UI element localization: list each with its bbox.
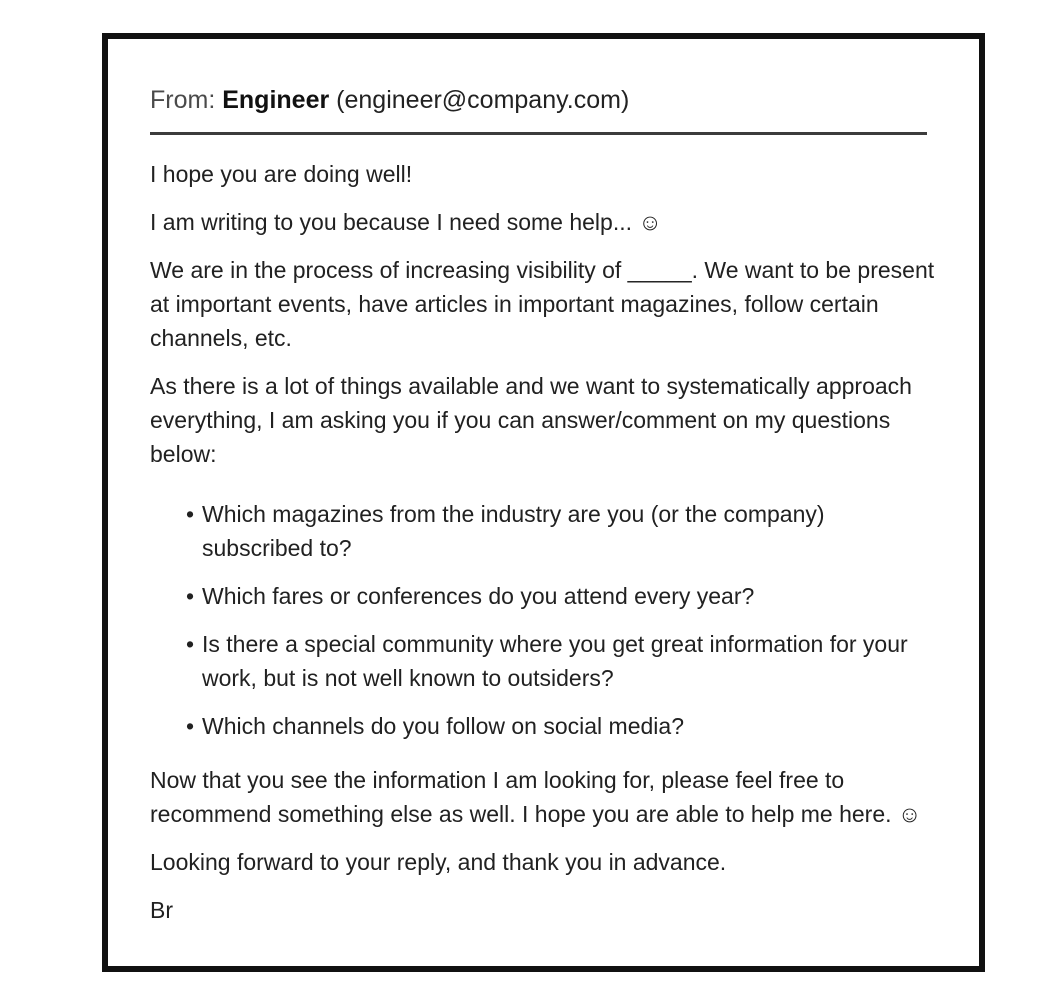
- header-divider: [150, 132, 927, 135]
- sender-email-address: (engineer@company.com): [336, 86, 630, 114]
- request-paragraph: As there is a lot of things available and we want to systematically approach everything, I am asking you if you can answer/comment on my questions below:: [150, 373, 925, 467]
- sender-name: Engineer: [222, 86, 330, 114]
- email-container: [102, 33, 985, 972]
- list-item: • Is there a special community where you get great information for your work, but is not well known to outsiders?: [186, 627, 918, 695]
- signature: Br: [150, 897, 173, 923]
- list-item: • Which fares or conferences do you attend every year?: [186, 579, 918, 613]
- from-label: From:: [150, 86, 216, 114]
- closing-paragraph: Now that you see the information I am looking for, please feel free to recommend something else as well. I hope you are able to help me here. ☺: [150, 767, 922, 827]
- intro-paragraph: I am writing to you because I need some help... ☺: [150, 209, 662, 235]
- email-from-header: [150, 83, 935, 117]
- email-body: [150, 157, 941, 927]
- greeting-paragraph: I hope you are doing well!: [150, 161, 413, 187]
- question-list: [150, 497, 935, 743]
- farewell-paragraph: Looking forward to your reply, and thank you in advance.: [150, 849, 727, 875]
- context-paragraph: We are in the process of increasing visibility of _____. We want to be present at important events, have articles in important magazines, follow certain channels, etc.: [150, 257, 941, 351]
- list-item: • Which magazines from the industry are you (or the company) subscribed to?: [186, 497, 918, 565]
- list-item: • Which channels do you follow on social media?: [186, 709, 918, 743]
